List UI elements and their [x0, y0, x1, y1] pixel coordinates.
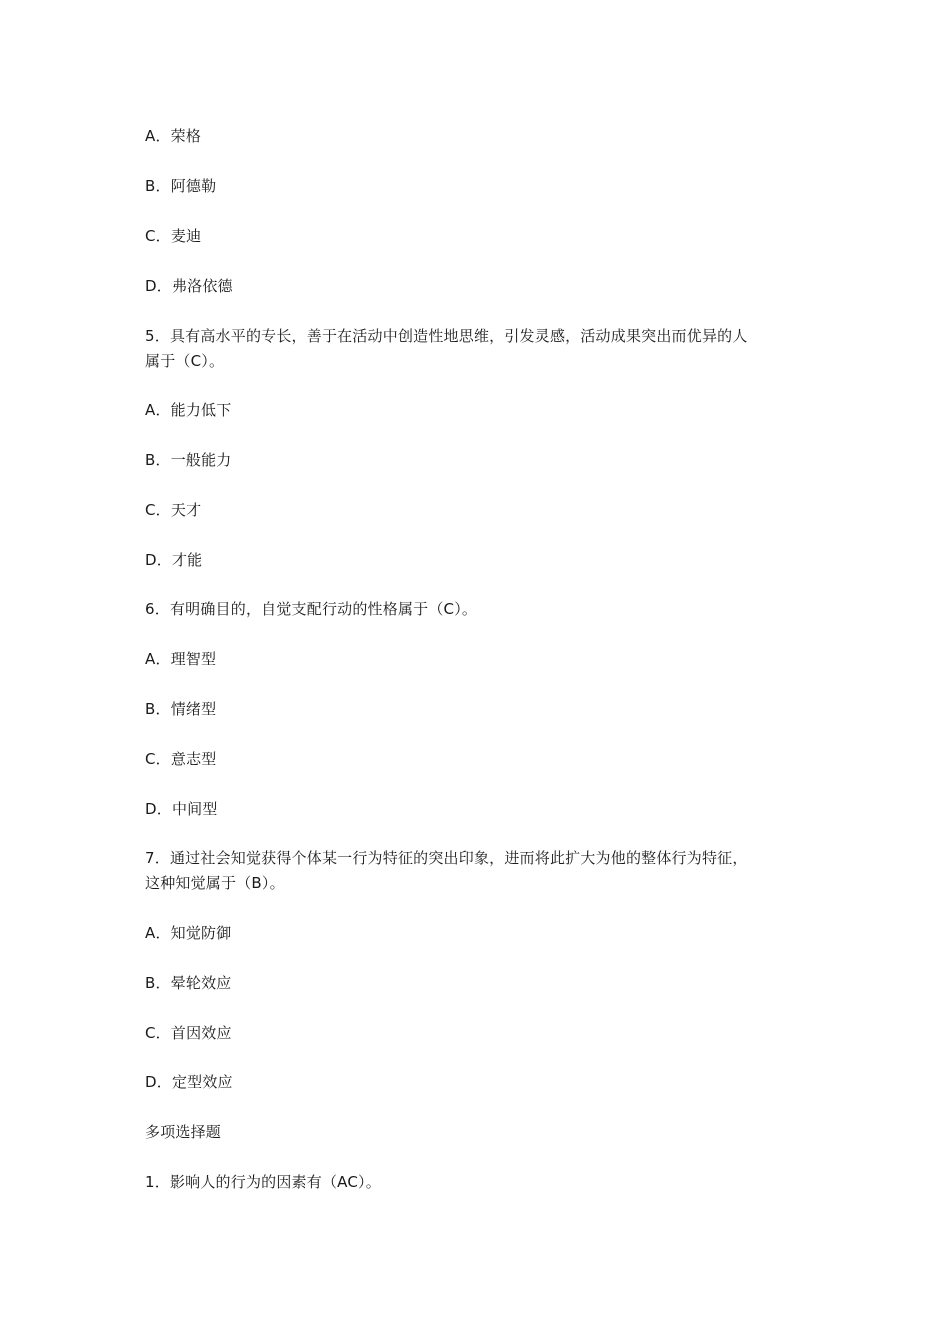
option-d-q7: D．定型效应: [145, 1073, 233, 1091]
option-b-q7: B．晕轮效应: [145, 974, 232, 992]
multi-question-1: 1．影响人的行为的因素有（AC）。: [145, 1173, 381, 1191]
option-a-q4: A．荣格: [145, 127, 202, 145]
section-heading-multiple-choice: 多项选择题: [145, 1123, 222, 1141]
question-5-line-2: 属于（C）。: [145, 352, 225, 370]
option-c-q4: C．麦迪: [145, 227, 202, 245]
question-6: 6．有明确目的，自觉支配行动的性格属于（C）。: [145, 600, 478, 618]
option-c-q7: C．首因效应: [145, 1024, 232, 1042]
option-b-q6: B．情绪型: [145, 700, 217, 718]
option-c-q5: C．天才: [145, 501, 202, 519]
option-a-q5: A．能力低下: [145, 401, 232, 419]
option-c-q6: C．意志型: [145, 750, 217, 768]
option-d-q5: D．才能: [145, 551, 203, 569]
option-d-q6: D．中间型: [145, 800, 218, 818]
question-7-line-2: 这种知觉属于（B）。: [145, 874, 285, 892]
question-5-line-1: 5．具有高水平的专长，善于在活动中创造性地思维，引发灵感，活动成果突出而优异的人: [145, 327, 748, 345]
option-a-q7: A．知觉防御: [145, 924, 232, 942]
option-a-q6: A．理智型: [145, 650, 217, 668]
option-b-q4: B．阿德勒: [145, 177, 217, 195]
option-b-q5: B．一般能力: [145, 451, 232, 469]
question-7-line-1: 7．通过社会知觉获得个体某一行为特征的突出印象，进而将此扩大为他的整体行为特征，: [145, 849, 748, 867]
option-d-q4: D．弗洛依德: [145, 277, 233, 295]
